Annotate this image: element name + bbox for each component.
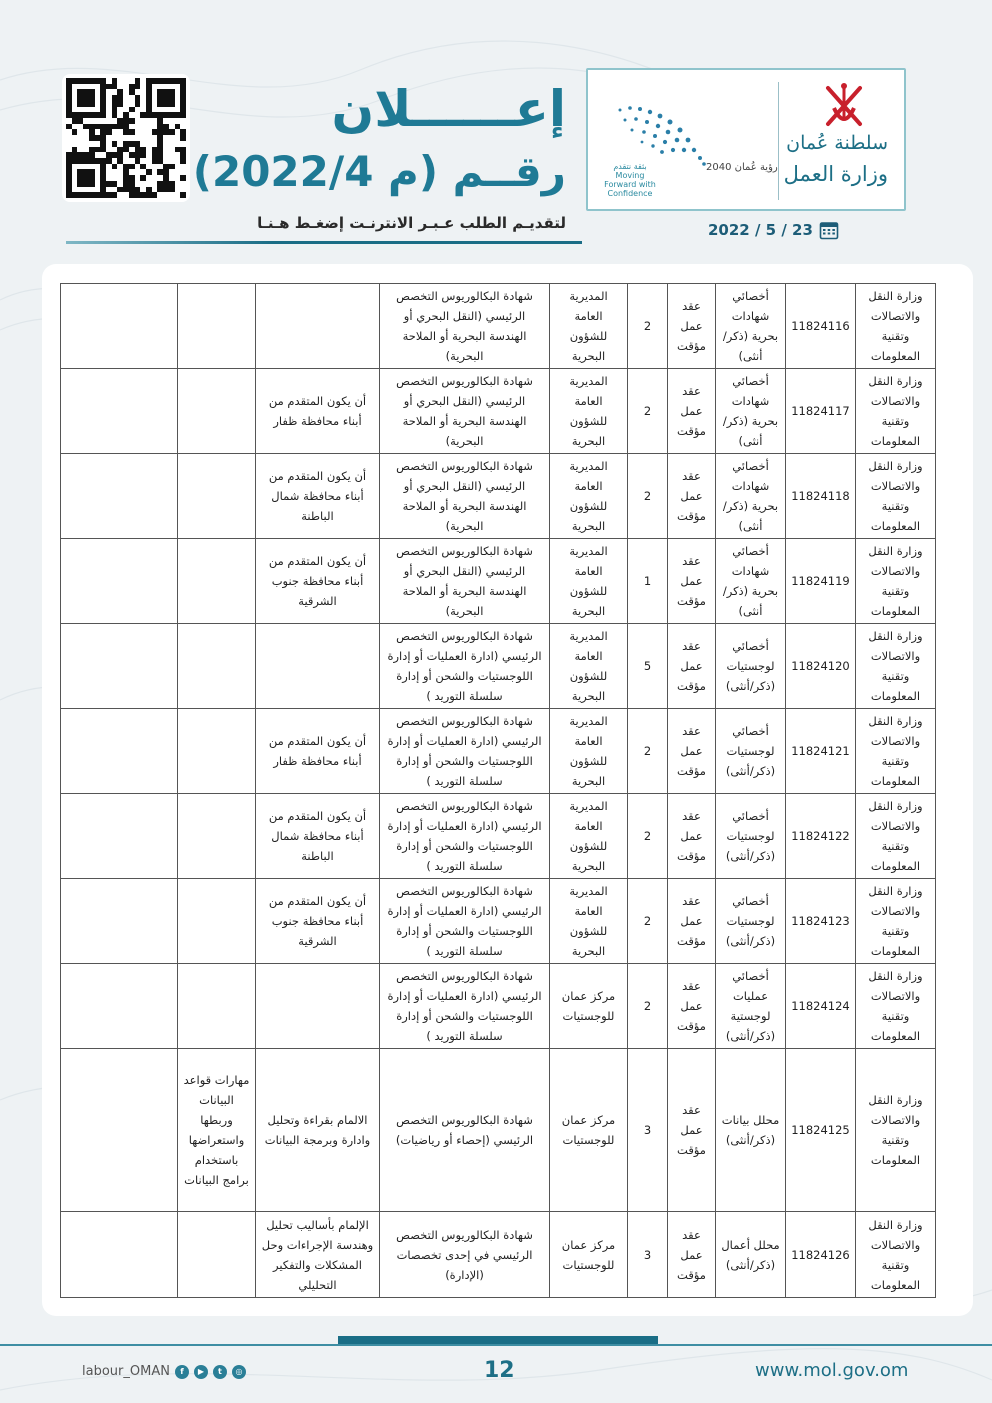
announcement-title (193, 80, 566, 202)
condition-cell: أن يكون المتقدم من أبناء محافظة شمال الباطنة (256, 794, 380, 879)
table-row (61, 1049, 936, 1212)
qualification-cell: شهادة البكالوريوس التخصص الرئيسي (ادارة العمليات أو إدارة اللوجستيات والشحن أو إدارة سلسلة التوريد ) (380, 794, 550, 879)
skills-cell (178, 284, 256, 369)
ministry-cell: وزارة النقل والاتصالات وتقنية المعلومات (856, 709, 936, 794)
entity-cell: المديرية العامة للشؤون البحرية (550, 539, 628, 624)
twitter-icon[interactable]: t (213, 1365, 227, 1379)
job-code-cell: 11824119 (786, 539, 856, 624)
table-row (61, 454, 936, 539)
entity-cell: المديرية العامة للشؤون البحرية (550, 454, 628, 539)
empty-cell (61, 369, 178, 454)
table-row (61, 369, 936, 454)
empty-cell (61, 794, 178, 879)
qualification-cell: شهادة البكالوريوس التخصص الرئيسي (ادارة العمليات أو إدارة اللوجستيات والشحن أو إدارة سلسلة التوريد ) (380, 879, 550, 964)
entity-cell: المديرية العامة للشؤون البحرية (550, 624, 628, 709)
instagram-icon[interactable]: ◎ (232, 1365, 246, 1379)
ministry-cell: وزارة النقل والاتصالات وتقنية المعلومات (856, 964, 936, 1049)
job-code-cell: 11824116 (786, 284, 856, 369)
job-code-cell: 11824120 (786, 624, 856, 709)
jobs-table (60, 283, 936, 1298)
job-code-cell: 11824122 (786, 794, 856, 879)
condition-cell: أن يكون المتقدم من أبناء محافظة جنوب الشرقية (256, 879, 380, 964)
job-code-cell: 11824121 (786, 709, 856, 794)
skills-cell (178, 624, 256, 709)
ministry-name-line-1: سلطنة عُمان (786, 132, 888, 154)
count-cell: 5 (628, 624, 668, 709)
table-row (61, 624, 936, 709)
ministry-cell: وزارة النقل والاتصالات وتقنية المعلومات (856, 624, 936, 709)
entity-cell: المديرية العامة للشؤون البحرية (550, 709, 628, 794)
ministry-cell: وزارة النقل والاتصالات وتقنية المعلومات (856, 454, 936, 539)
contract-cell: عقد عمل مؤقت (668, 539, 716, 624)
qualification-cell: شهادة البكالوريوس التخصص الرئيسي (النقل البحري أو الهندسة البحرية أو الملاحة البحرية) (380, 369, 550, 454)
ministry-cell: وزارة النقل والاتصالات وتقنية المعلومات (856, 1049, 936, 1212)
condition-cell: الإلمام بأساليب تحليل وهندسة الإجراءات وحل المشكلات والتفكير التحليلي (256, 1212, 380, 1298)
job-code-cell: 11824123 (786, 879, 856, 964)
job-title-cell: أخصائي لوجستيات (ذكر/أنثى) (716, 624, 786, 709)
skills-cell (178, 964, 256, 1049)
job-title-cell: أخصائي لوجستيات (ذكر/أنثى) (716, 709, 786, 794)
apply-online-link[interactable]: لتقديـم الطلب عـبـر الانترنـت إضغـط هـنـا (257, 214, 566, 232)
condition-cell (256, 284, 380, 369)
contract-cell: عقد عمل مؤقت (668, 964, 716, 1049)
qualification-cell: شهادة البكالوريوس التخصص الرئيسي (النقل البحري أو الهندسة البحرية أو الملاحة البحرية) (380, 284, 550, 369)
job-code-cell: 11824126 (786, 1212, 856, 1298)
condition-cell (256, 624, 380, 709)
ministry-cell: وزارة النقل والاتصالات وتقنية المعلومات (856, 369, 936, 454)
count-cell: 3 (628, 1049, 668, 1212)
count-cell: 2 (628, 454, 668, 539)
table-row (61, 709, 936, 794)
contract-cell: عقد عمل مؤقت (668, 1212, 716, 1298)
condition-cell: أن يكون المتقدم من أبناء محافظة شمال الباطنة (256, 454, 380, 539)
count-cell: 2 (628, 964, 668, 1049)
apply-underline (66, 241, 582, 244)
entity-cell: المديرية العامة للشؤون البحرية (550, 794, 628, 879)
job-title-cell: محلل بيانات (ذكر/أنثى) (716, 1049, 786, 1212)
count-cell: 2 (628, 879, 668, 964)
date-row (708, 220, 839, 240)
qualification-cell: شهادة البكالوريوس التخصص الرئيسي (النقل البحري أو الهندسة البحرية أو الملاحة البحرية) (380, 454, 550, 539)
skills-cell (178, 879, 256, 964)
skills-cell (178, 1212, 256, 1298)
social-handle[interactable]: labour_OMAN (82, 1364, 170, 1379)
empty-cell (61, 539, 178, 624)
condition-cell: أن يكون المتقدم من أبناء محافظة ظفار (256, 369, 380, 454)
skills-cell (178, 709, 256, 794)
qr-code[interactable] (62, 74, 190, 202)
logo-panel (586, 68, 906, 211)
ministry-cell: وزارة النقل والاتصالات وتقنية المعلومات (856, 539, 936, 624)
qualification-cell: شهادة البكالوريوس التخصص الرئيسي في إحدى تخصصات (الإدارة) (380, 1212, 550, 1298)
table-row (61, 879, 936, 964)
condition-cell (256, 964, 380, 1049)
contract-cell: عقد عمل مؤقت (668, 454, 716, 539)
qualification-cell: شهادة البكالوريوس التخصص الرئيسي (النقل البحري أو الهندسة البحرية أو الملاحة البحرية) (380, 539, 550, 624)
count-cell: 2 (628, 369, 668, 454)
contract-cell: عقد عمل مؤقت (668, 709, 716, 794)
count-cell: 1 (628, 539, 668, 624)
qualification-cell: شهادة البكالوريوس التخصص الرئيسي (إحصاء أو رياضيات) (380, 1049, 550, 1212)
job-title-cell: أخصائي شهادات بحرية (ذكر/ أنثى) (716, 369, 786, 454)
empty-cell (61, 284, 178, 369)
contract-cell: عقد عمل مؤقت (668, 794, 716, 879)
page-number: 12 (484, 1358, 515, 1383)
vision-label: رؤية عُمان 2040 (706, 162, 778, 173)
job-title-cell: أخصائي عمليات لوجستية (ذكر/أنثى) (716, 964, 786, 1049)
job-code-cell: 11824117 (786, 369, 856, 454)
announcement-date: 2022 / 5 / 23 (708, 221, 813, 239)
empty-cell (61, 964, 178, 1049)
job-code-cell: 11824124 (786, 964, 856, 1049)
logo-divider (778, 82, 779, 200)
contract-cell: عقد عمل مؤقت (668, 879, 716, 964)
ministry-cell: وزارة النقل والاتصالات وتقنية المعلومات (856, 794, 936, 879)
empty-cell (61, 624, 178, 709)
count-cell: 2 (628, 794, 668, 879)
job-code-cell: 11824125 (786, 1049, 856, 1212)
entity-cell: مركز عمان للوجستيات (550, 964, 628, 1049)
title-line-1: إعــــــلان (331, 80, 566, 138)
empty-cell (61, 1049, 178, 1212)
entity-cell: مركز عمان للوجستيات (550, 1212, 628, 1298)
contract-cell: عقد عمل مؤقت (668, 369, 716, 454)
youtube-icon[interactable]: ▶ (194, 1365, 208, 1379)
title-line-2: رقــم (م 2022/4) (192, 147, 566, 196)
count-cell: 2 (628, 284, 668, 369)
empty-cell (61, 1212, 178, 1298)
contract-cell: عقد عمل مؤقت (668, 1049, 716, 1212)
ministry-cell: وزارة النقل والاتصالات وتقنية المعلومات (856, 879, 936, 964)
qualification-cell: شهادة البكالوريوس التخصص الرئيسي (ادارة العمليات أو إدارة اللوجستيات والشحن أو إدارة سلسلة التوريد ) (380, 624, 550, 709)
empty-cell (61, 454, 178, 539)
calendar-icon (819, 220, 839, 240)
table-row (61, 794, 936, 879)
job-title-cell: أخصائي شهادات بحرية (ذكر/ أنثى) (716, 454, 786, 539)
condition-cell: أن يكون المتقدم من أبناء محافظة جنوب الشرقية (256, 539, 380, 624)
skills-cell (178, 454, 256, 539)
job-title-cell: أخصائي شهادات بحرية (ذكر/ أنثى) (716, 284, 786, 369)
table-row (61, 284, 936, 369)
count-cell: 2 (628, 709, 668, 794)
count-cell: 3 (628, 1212, 668, 1298)
job-title-cell: أخصائي لوجستيات (ذكر/أنثى) (716, 879, 786, 964)
entity-cell: المديرية العامة للشؤون البحرية (550, 369, 628, 454)
oman-emblem-icon (820, 80, 868, 132)
skills-cell: مهارات قواعد البيانات وربطها واستعراضها باستخدام برامج البيانات (178, 1049, 256, 1212)
facebook-icon[interactable]: f (175, 1365, 189, 1379)
contract-cell: عقد عمل مؤقت (668, 624, 716, 709)
ministry-name-line-2: وزارة العمل (783, 162, 888, 186)
qualification-cell: شهادة البكالوريوس التخصص الرئيسي (ادارة العمليات أو إدارة اللوجستيات والشحن أو إدارة سلسلة التوريد ) (380, 709, 550, 794)
entity-cell: المديرية العامة للشؤون البحرية (550, 284, 628, 369)
skills-cell (178, 539, 256, 624)
condition-cell: الالمام بقراءة وتحليل وادارة وبرمجة البيانات (256, 1049, 380, 1212)
footer-line (0, 1344, 992, 1346)
job-code-cell: 11824118 (786, 454, 856, 539)
ministry-cell: وزارة النقل والاتصالات وتقنية المعلومات (856, 284, 936, 369)
contract-cell: عقد عمل مؤقت (668, 284, 716, 369)
empty-cell (61, 879, 178, 964)
condition-cell: أن يكون المتقدم من أبناء محافظة ظفار (256, 709, 380, 794)
skills-cell (178, 369, 256, 454)
table-row (61, 539, 936, 624)
empty-cell (61, 709, 178, 794)
social-links (82, 1364, 246, 1379)
ministry-cell: وزارة النقل والاتصالات وتقنية المعلومات (856, 1212, 936, 1298)
job-title-cell: أخصائي لوجستيات (ذكر/أنثى) (716, 794, 786, 879)
entity-cell: المديرية العامة للشؤون البحرية (550, 879, 628, 964)
vision-tagline: بثقة نتقدم Moving Forward with Confidence (604, 162, 656, 198)
entity-cell: مركز عمان للوجستيات (550, 1049, 628, 1212)
job-title-cell: أخصائي شهادات بحرية (ذكر/ أنثى) (716, 539, 786, 624)
website-link[interactable]: www.mol.gov.om (755, 1360, 909, 1381)
job-title-cell: محلل أعمال (ذكر/أنثى) (716, 1212, 786, 1298)
table-row (61, 1212, 936, 1298)
qualification-cell: شهادة البكالوريوس التخصص الرئيسي (ادارة العمليات أو إدارة اللوجستيات والشحن أو إدارة سلسلة التوريد ) (380, 964, 550, 1049)
table-row (61, 964, 936, 1049)
skills-cell (178, 794, 256, 879)
